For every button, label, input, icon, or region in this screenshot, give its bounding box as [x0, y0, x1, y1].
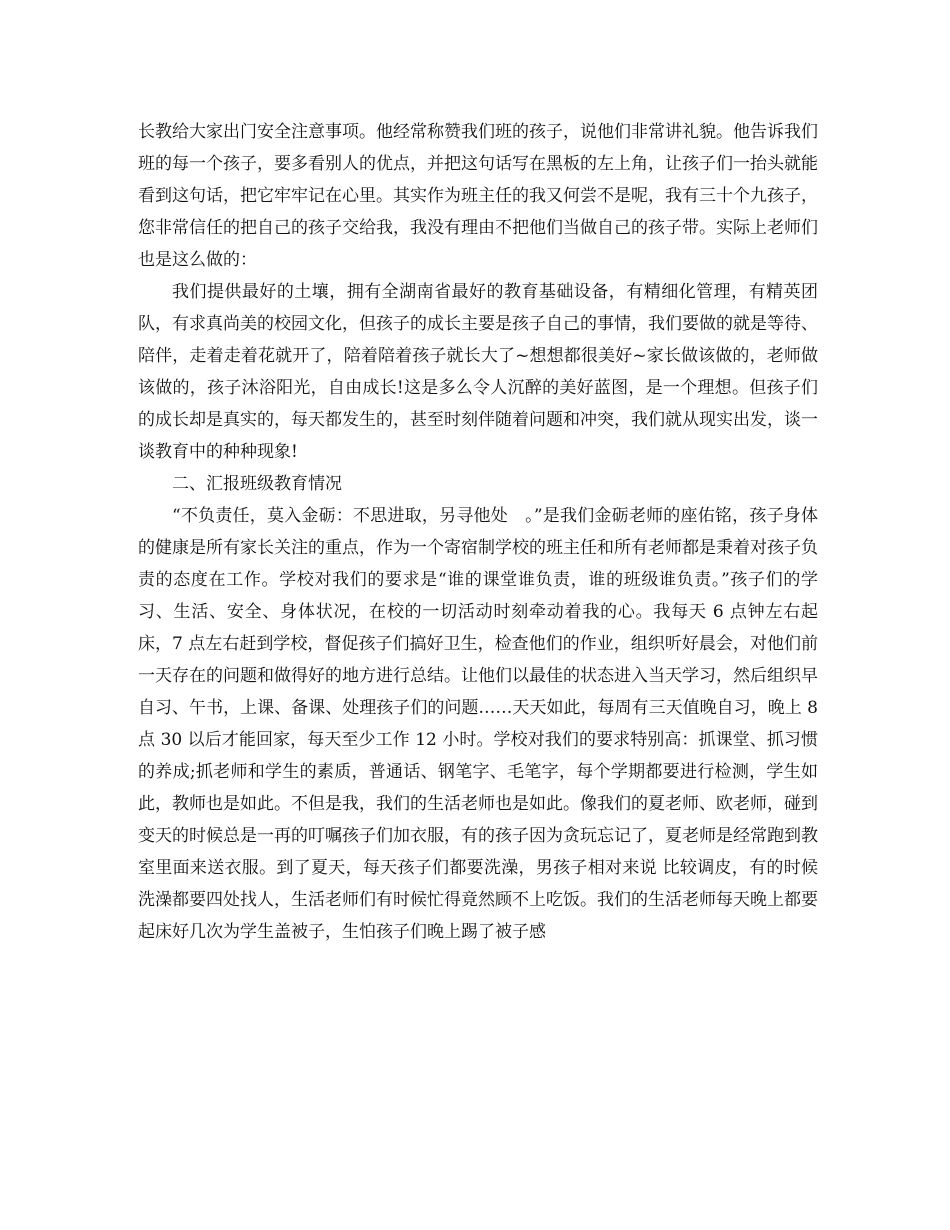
document-page	[138, 116, 818, 948]
paragraph-education-vision: 我们提供最好的土壤，拥有全湖南省最好的教育基础设备，有精细化管理，有精英团队，有求真尚美的校园文化，但孩子的成长主要是孩子自己的事情，我们要做的就是等待、陪伴，走着走着花就开了，陪着陪着孩子就长大了~想想都很美好~家长做该做的，老师做该做的，孩子沐浴阳光，自由成长!这是多么令人沉醉的美好蓝图，是一个理想。但孩子们的成长却是真实的，每天都发生的，甚至时刻伴随着问题和冲突，我们就从现实出发，谈一谈教育中的种种现象!	[138, 282, 818, 462]
section-heading: 二、汇报班级教育情况	[172, 474, 342, 494]
paragraph-continuation: 长教给大家出门安全注意事项。他经常称赞我们班的孩子，说他们非常讲礼貌。他告诉我们班的每一个孩子，要多看别人的优点，并把这句话写在黑板的左上角，让孩子们一抬头就能看到这句话，把它牢牢记在心里。其实作为班主任的我又何尝不是呢，我有三十个九孩子，您非常信任的把自己的孩子交给我，我没有理由不把他们当做自己的孩子带。实际上老师们也是这么做的：	[138, 122, 818, 270]
paragraph-class-report: “不负责任，莫入金砺：不思进取，另寻他处 。”是我们金砺老师的座佑铭，孩子身体的健康是所有家长关注的重点，作为一个寄宿制学校的班主任和所有老师都是秉着对孩子负责的态度在工作。学校对我们的要求是“谁的课堂谁负责，谁的班级谁负责。”孩子们的学习、生活、安全、身体状况，在校的一切活动时刻牵动着我的心。我每天 6 点钟左右起床，7 点左右赶到学校，督促孩子们搞好卫生，检查他们的作业，组织听好晨会，对他们前一天存在的问题和做得好的地方进行总结。让他们以最佳的状态进入当天学习，然后组织早自习、午书，上课、备课、处理孩子们的问题……天天如此，每周有三天值晚自习，晚上 8 点 30 以后才能回家，每天至少工作 12 小时。学校对我们的要求特别高：抓课堂、抓习惯的养成;抓老师和学生的素质，普通话、钢笔字、毛笔字，每个学期都要进行检测，学生如此，教师也是如此。不但是我，我们的生活老师也是如此。像我们的夏老师、欧老师，碰到变天的时候总是一再的叮嘱孩子们加衣服，有的孩子因为贪玩忘记了，夏老师是经常跑到教室里面来送衣服。到了夏天，每天孩子们都要洗澡，男孩子相对来说 比较调皮，有的时候洗澡都要四处找人，生活老师们有时候忙得竟然顾不上吃饭。我们的生活老师每天晚上都要起床好几次为学生盖被子，生怕孩子们晚上踢了被子感	[138, 506, 818, 942]
